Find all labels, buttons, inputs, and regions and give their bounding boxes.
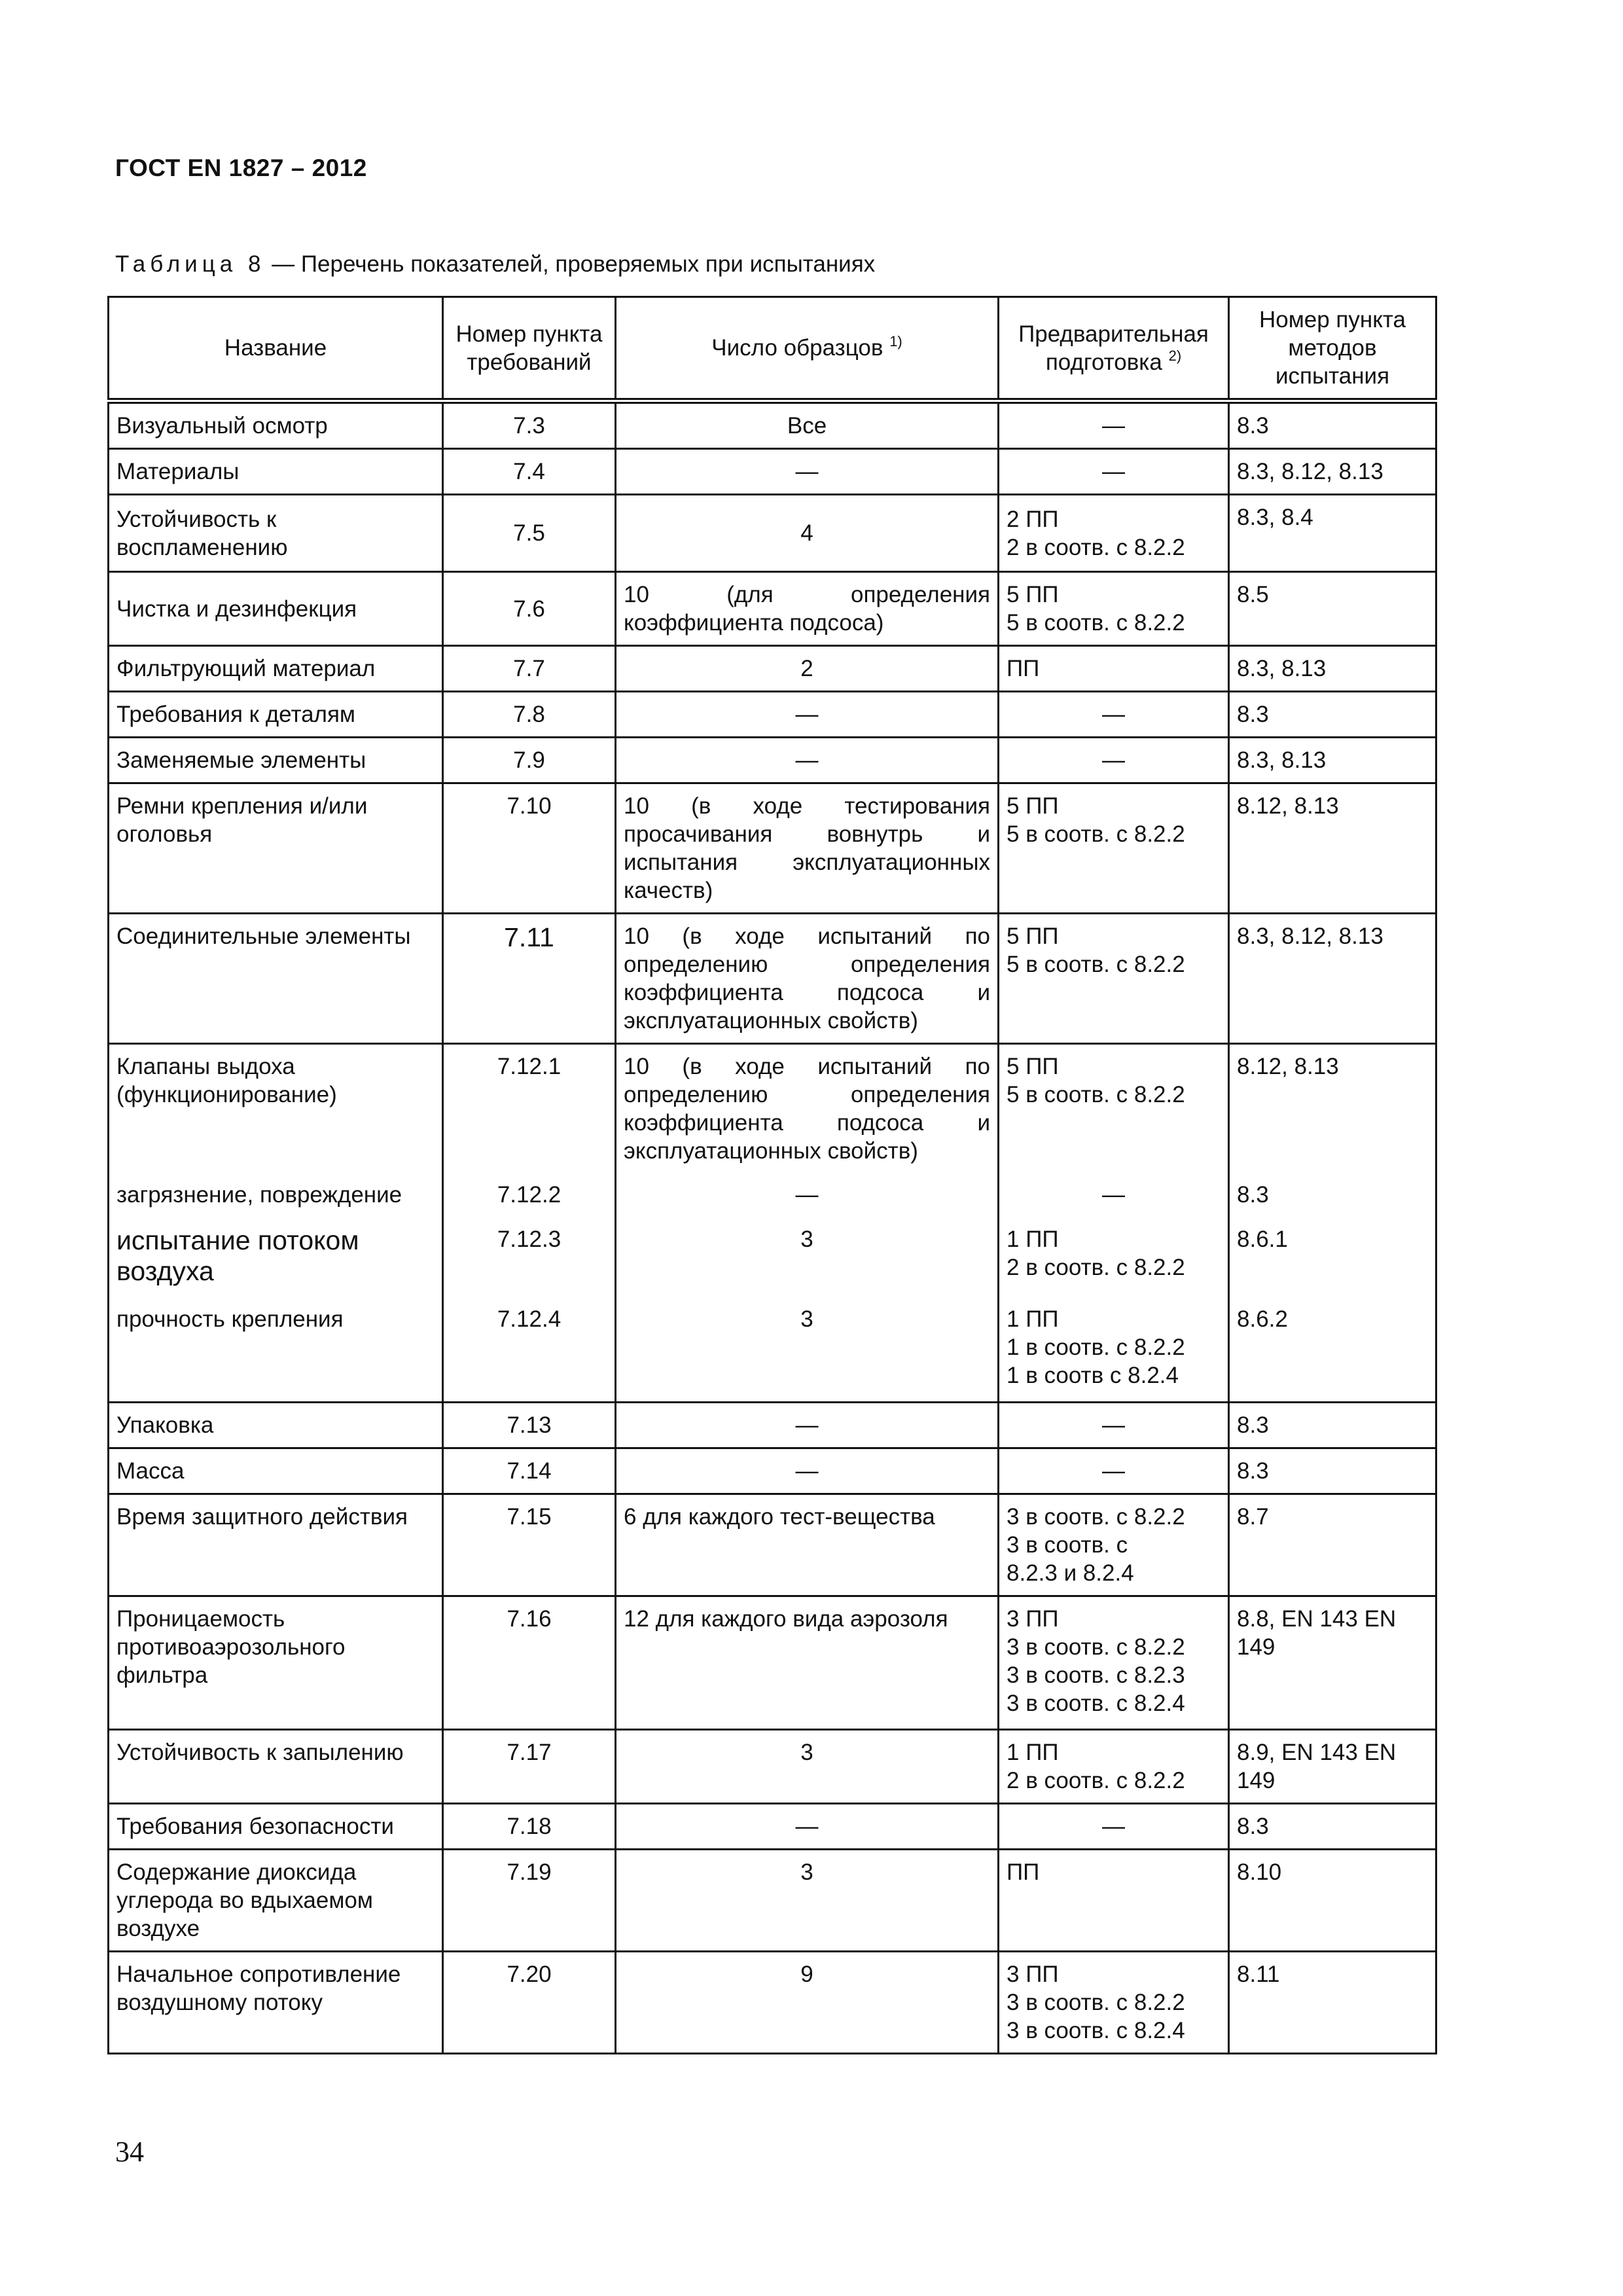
samples-cell: 10 (в ходе тестирования просачивания вовнутрь и испытания эксплуатационных качеств) xyxy=(616,783,999,914)
table-row xyxy=(109,1952,1436,2054)
requirement-cell: 7.3 xyxy=(443,401,616,449)
preparation-cell xyxy=(999,1448,1229,1494)
preparation-cell xyxy=(999,1044,1229,1403)
table-row xyxy=(109,1494,1436,1596)
table-caption xyxy=(115,251,875,278)
method-cell: 8.5 xyxy=(1229,572,1436,646)
param-name-cell: Масса xyxy=(109,1448,443,1494)
table-row xyxy=(109,495,1436,572)
samples-cell: 12 для каждого вида аэрозоля xyxy=(616,1596,999,1730)
column-header-preparation: Предварительная подготовка $^{2)}$ xyxy=(999,297,1229,401)
preparation-line: ПП xyxy=(1007,656,1040,681)
table-row xyxy=(109,783,1436,914)
method-cell: 8.9, EN 143 EN 149 xyxy=(1229,1730,1436,1804)
requirement-cell: 7.16 xyxy=(443,1596,616,1730)
valve-subitem: 8.3 xyxy=(1237,1182,1269,1208)
preparation-line: 3 в соотв. с xyxy=(1007,1532,1128,1558)
valve-subitem: 8.6.2 xyxy=(1237,1306,1288,1332)
method-cell: 8.8, EN 143 EN 149 xyxy=(1229,1596,1436,1730)
preparation-cell xyxy=(999,495,1229,572)
requirement-cell: 7.20 xyxy=(443,1952,616,2054)
preparation-line: — xyxy=(1102,747,1125,773)
preparation-line: 1 в соотв. с 8.2.2 xyxy=(1007,1335,1185,1360)
valve-subitem: 3 xyxy=(800,1227,813,1252)
preparation-line: — xyxy=(1102,1412,1125,1438)
requirement-cell: 7.17 xyxy=(443,1730,616,1804)
samples-cell: Все xyxy=(616,401,999,449)
method-cell xyxy=(1229,1044,1436,1403)
preparation-cell xyxy=(999,1952,1229,2054)
preparation-line: 5 в соотв. с 8.2.2 xyxy=(1007,1082,1185,1107)
param-name-cell: Ремни крепления и/или оголовья xyxy=(109,783,443,914)
valve-subitem xyxy=(1007,1052,1221,1181)
preparation-line: 5 в соотв. с 8.2.2 xyxy=(1007,610,1185,636)
method-cell: 8.3, 8.4 xyxy=(1229,495,1436,572)
param-name-cell: Упаковка xyxy=(109,1403,443,1448)
preparation-cell xyxy=(999,572,1229,646)
samples-cell: — xyxy=(616,1403,999,1448)
samples-cell: 10 (для определения коэффициента подсоса) xyxy=(616,572,999,646)
preparation-cell xyxy=(999,1596,1229,1730)
requirement-cell: 7.14 xyxy=(443,1448,616,1494)
preparation-cell xyxy=(999,1850,1229,1952)
method-cell: 8.7 xyxy=(1229,1494,1436,1596)
samples-cell: — xyxy=(616,692,999,738)
requirement-cell xyxy=(443,1044,616,1403)
preparation-line: — xyxy=(1102,1182,1125,1208)
method-cell: 8.3, 8.13 xyxy=(1229,646,1436,692)
preparation-line: 5 в соотв. с 8.2.2 xyxy=(1007,821,1185,847)
requirement-cell: 7.9 xyxy=(443,738,616,783)
preparation-line: 3 в соотв. с 8.2.4 xyxy=(1007,1691,1185,1716)
footnote-ref: 2) xyxy=(1168,347,1182,364)
test-parameters-table xyxy=(107,296,1437,2054)
preparation-line: 1 ПП xyxy=(1007,1227,1059,1252)
param-name-cell xyxy=(109,1044,443,1403)
samples-cell: 2 xyxy=(616,646,999,692)
valve-subitem: 7.12.3 xyxy=(497,1227,562,1252)
preparation-line: 2 ПП xyxy=(1007,506,1059,532)
method-cell: 8.3 xyxy=(1229,1804,1436,1850)
preparation-line: — xyxy=(1102,413,1125,439)
preparation-cell xyxy=(999,783,1229,914)
requirement-cell: 7.10 xyxy=(443,783,616,914)
preparation-line: 2 в соотв. с 8.2.2 xyxy=(1007,1768,1185,1793)
valve-subitem: 7.12.1 xyxy=(497,1054,562,1079)
table-row xyxy=(109,646,1436,692)
param-name-cell: Устойчивость к воспламенению xyxy=(109,495,443,572)
valve-subitem: 10 (в ходе испытаний по определению определения коэффициента подсоса и эксплуатационных свойств) xyxy=(624,1054,990,1164)
method-cell: 8.3 xyxy=(1229,1448,1436,1494)
document-header: ГОСТ EN 1827 – 2012 xyxy=(115,154,367,181)
valve-subitem: Клапаны выдоха (функционирование) xyxy=(116,1054,337,1107)
preparation-cell xyxy=(999,401,1229,449)
valve-subitem: 7.12.2 xyxy=(497,1182,562,1208)
column-header-samples: Число образцов $^{1)}$ xyxy=(616,297,999,401)
table-row xyxy=(109,1804,1436,1850)
preparation-line: 1 в соотв с 8.2.4 xyxy=(1007,1363,1179,1388)
preparation-cell xyxy=(999,449,1229,495)
param-name-cell: Начальное сопротивление воздушному потоку xyxy=(109,1952,443,2054)
footnote-ref: 1) xyxy=(889,333,902,350)
table-row xyxy=(109,1850,1436,1952)
preparation-line: 5 ПП xyxy=(1007,924,1059,949)
table-row xyxy=(109,692,1436,738)
column-header-requirement: Номер пункта требований xyxy=(443,297,616,401)
valve-subitem: 8.12, 8.13 xyxy=(1237,1054,1339,1079)
param-name-cell: Заменяемые элементы xyxy=(109,738,443,783)
param-name-cell: Чистка и дезинфекция xyxy=(109,572,443,646)
param-name-cell: Материалы xyxy=(109,449,443,495)
param-name-cell: Фильтрующий материал xyxy=(109,646,443,692)
param-name-cell: Содержание диоксида углерода во вдыхаемом воздухе xyxy=(109,1850,443,1952)
table-row-valves xyxy=(109,1044,1436,1403)
preparation-cell xyxy=(999,1804,1229,1850)
samples-cell: — xyxy=(616,738,999,783)
preparation-line: 5 ПП xyxy=(1007,1054,1059,1079)
preparation-cell xyxy=(999,914,1229,1044)
method-cell: 8.3, 8.13 xyxy=(1229,738,1436,783)
table-row xyxy=(109,1730,1436,1804)
samples-cell: — xyxy=(616,449,999,495)
requirement-cell: 7.18 xyxy=(443,1804,616,1850)
param-name-cell: Визуальный осмотр xyxy=(109,401,443,449)
table-caption-label: Таблица 8 xyxy=(115,251,266,277)
table-caption-text: — Перечень показателей, проверяемых при испытаниях xyxy=(265,251,876,277)
preparation-cell xyxy=(999,1403,1229,1448)
requirement-cell: 7.4 xyxy=(443,449,616,495)
valve-subitem xyxy=(1007,1181,1221,1225)
preparation-line: 5 ПП xyxy=(1007,582,1059,607)
table-row xyxy=(109,1448,1436,1494)
preparation-line: — xyxy=(1102,702,1125,727)
table-row xyxy=(109,738,1436,783)
preparation-line: 3 в соотв. с 8.2.4 xyxy=(1007,2018,1185,2043)
requirement-cell: 7.11 xyxy=(443,914,616,1044)
requirement-cell: 7.7 xyxy=(443,646,616,692)
preparation-line: 8.2.3 и 8.2.4 xyxy=(1007,1560,1134,1586)
samples-cell: 3 xyxy=(616,1850,999,1952)
preparation-line: 3 в соотв. с 8.2.2 xyxy=(1007,1990,1185,2015)
preparation-line: — xyxy=(1102,459,1125,484)
requirement-cell: 7.8 xyxy=(443,692,616,738)
param-name-cell: Устойчивость к запылению xyxy=(109,1730,443,1804)
requirement-cell: 7.6 xyxy=(443,572,616,646)
valve-subitem: испытание потоком воздуха xyxy=(116,1225,359,1286)
preparation-line: 3 в соотв. с 8.2.2 xyxy=(1007,1504,1185,1530)
samples-cell: — xyxy=(616,1448,999,1494)
valve-subitem xyxy=(1007,1305,1221,1388)
method-cell: 8.10 xyxy=(1229,1850,1436,1952)
column-header-name: Название xyxy=(109,297,443,401)
param-name-cell: Требования к деталям xyxy=(109,692,443,738)
valve-subitem xyxy=(1007,1225,1221,1305)
method-cell: 8.3, 8.12, 8.13 xyxy=(1229,449,1436,495)
requirement-cell: 7.19 xyxy=(443,1850,616,1952)
requirement-cell: 7.5 xyxy=(443,495,616,572)
samples-cell: 6 для каждого тест-вещества xyxy=(616,1494,999,1596)
table-row xyxy=(109,401,1436,449)
preparation-line: 5 в соотв. с 8.2.2 xyxy=(1007,952,1185,977)
method-cell: 8.3, 8.12, 8.13 xyxy=(1229,914,1436,1044)
samples-cell: 4 xyxy=(616,495,999,572)
preparation-line: 1 ПП xyxy=(1007,1740,1059,1765)
preparation-line: — xyxy=(1102,1814,1125,1839)
method-cell: 8.3 xyxy=(1229,692,1436,738)
preparation-line: ПП xyxy=(1007,1859,1040,1885)
table-row xyxy=(109,449,1436,495)
preparation-line: 3 в соотв. с 8.2.3 xyxy=(1007,1662,1185,1688)
table-row xyxy=(109,572,1436,646)
param-name-cell: Проницаемость противоаэрозольного фильтра xyxy=(109,1596,443,1730)
valve-subitem: прочность крепления xyxy=(116,1306,344,1332)
method-cell: 8.12, 8.13 xyxy=(1229,783,1436,914)
samples-cell: 3 xyxy=(616,1730,999,1804)
preparation-cell xyxy=(999,646,1229,692)
preparation-line: 3 ПП xyxy=(1007,1606,1059,1632)
valve-subitem: загрязнение, повреждение xyxy=(116,1182,402,1208)
param-name-cell: Время защитного действия xyxy=(109,1494,443,1596)
preparation-line: 1 ПП xyxy=(1007,1306,1059,1332)
method-cell: 8.3 xyxy=(1229,1403,1436,1448)
valve-subitem: 7.12.4 xyxy=(497,1306,562,1332)
preparation-cell xyxy=(999,1730,1229,1804)
preparation-line: — xyxy=(1102,1458,1125,1484)
preparation-line: 5 ПП xyxy=(1007,793,1059,819)
method-cell: 8.3 xyxy=(1229,401,1436,449)
preparation-line: 2 в соотв. с 8.2.2 xyxy=(1007,1255,1185,1280)
method-cell: 8.11 xyxy=(1229,1952,1436,2054)
valve-subitem: 8.6.1 xyxy=(1237,1227,1288,1252)
requirement-cell: 7.13 xyxy=(443,1403,616,1448)
samples-cell: — xyxy=(616,1804,999,1850)
param-name-cell: Соединительные элементы xyxy=(109,914,443,1044)
preparation-cell xyxy=(999,738,1229,783)
samples-cell: 10 (в ходе испытаний по определению определения коэффициента подсоса и эксплуатационных свойств) xyxy=(616,914,999,1044)
table-row xyxy=(109,1403,1436,1448)
preparation-line: 3 ПП xyxy=(1007,1962,1059,1987)
param-name-cell: Требования безопасности xyxy=(109,1804,443,1850)
preparation-cell xyxy=(999,1494,1229,1596)
preparation-cell xyxy=(999,692,1229,738)
valve-subitem: 3 xyxy=(800,1306,813,1332)
preparation-line: 3 в соотв. с 8.2.2 xyxy=(1007,1634,1185,1660)
valve-subitem: — xyxy=(795,1182,819,1208)
column-header-method: Номер пункта методов испытания xyxy=(1229,297,1436,401)
table-row xyxy=(109,914,1436,1044)
preparation-line: 2 в соотв. с 8.2.2 xyxy=(1007,534,1185,560)
requirement-cell: 7.15 xyxy=(443,1494,616,1596)
table-row xyxy=(109,1596,1436,1730)
samples-cell xyxy=(616,1044,999,1403)
samples-cell: 9 xyxy=(616,1952,999,2054)
table-header-row xyxy=(109,297,1436,401)
page-number: 34 xyxy=(115,2136,144,2168)
